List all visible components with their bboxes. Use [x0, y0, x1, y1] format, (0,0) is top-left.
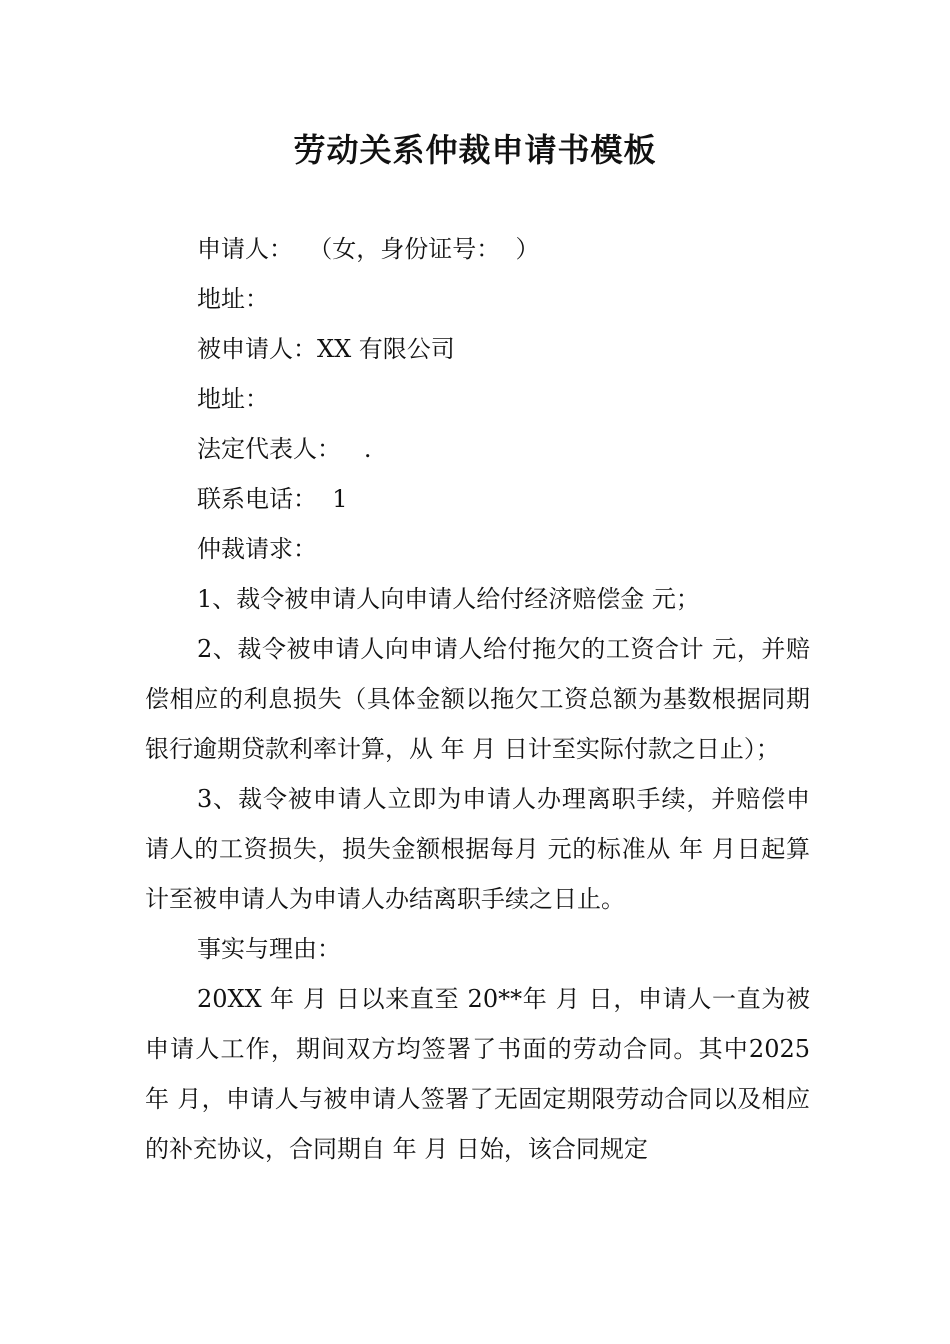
- claims-heading: 仲裁请求：: [197, 535, 317, 563]
- claim-item-3: 3、裁令被申请人立即为申请人办理离职手续，并赔偿申请人的工资损失，损失金额根据每月 元的标准从 年 月日起算计至被申请人为申请人办结离职手续之日止。: [145, 785, 810, 913]
- claim-item-1: 1、裁令被申请人向申请人给付经济赔偿金 元；: [197, 585, 700, 613]
- document-title: 劳动关系仲裁申请书模板: [293, 131, 657, 169]
- applicant-line: 申请人： （女，身份证号： ）: [197, 235, 540, 263]
- document-body: [145, 224, 810, 1174]
- respondent-line: 被申请人：XX 有限公司: [197, 335, 455, 363]
- claim-item-2: 2、裁令被申请人向申请人给付拖欠的工资合计 元，并赔偿相应的利息损失（具体金额以拖欠工资总额为基数根据同期银行逾期贷款利率计算，从 年 月 日计至实际付款之日止）；: [145, 635, 810, 763]
- respondent-address-line: 地址：: [197, 385, 269, 413]
- applicant-address-line: 地址：: [197, 285, 269, 313]
- facts-paragraph: 20XX 年 月 日以来直至 20**年 月 日，申请人一直为被申请人工作，期间双方均签署了书面的劳动合同。其中2025 年 月，申请人与被申请人签署了无固定期限劳动合同以及相应的补充协议，合同期自 年 月 日始，该合同规定: [145, 985, 810, 1163]
- legal-representative-line: 法定代表人： .: [197, 435, 372, 463]
- phone-line: 联系电话： 1: [197, 485, 348, 513]
- facts-heading: 事实与理由：: [197, 935, 341, 963]
